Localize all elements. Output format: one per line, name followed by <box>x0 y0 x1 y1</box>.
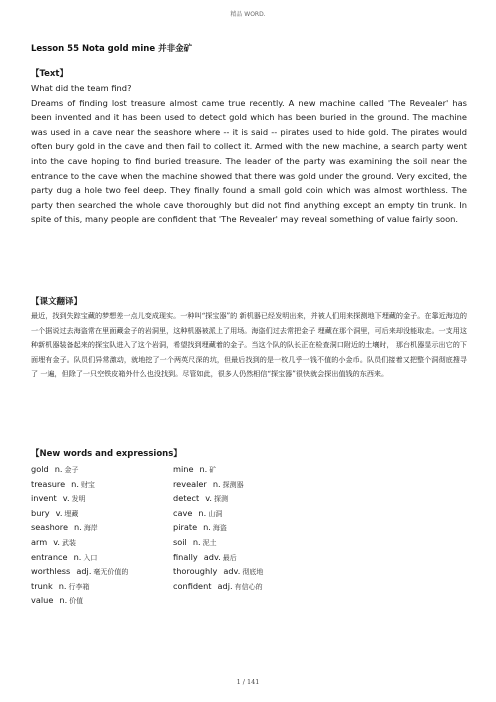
word-row <box>31 491 467 506</box>
part-of-speech: n. <box>203 522 211 533</box>
word-entry <box>31 535 173 550</box>
translation-heading: 【课文翻译】 <box>31 297 83 307</box>
word-row <box>31 477 467 492</box>
words-heading: 【New words and expressions】 <box>31 449 182 459</box>
part-of-speech: v. <box>55 507 63 518</box>
word-entry <box>31 506 173 521</box>
word-meaning: 埋藏 <box>64 509 79 518</box>
vocab-word: soil <box>173 536 187 547</box>
word-meaning: 最后 <box>222 553 237 562</box>
word-meaning: 泥土 <box>202 538 217 547</box>
word-row <box>31 579 467 594</box>
word-meaning: 山洞 <box>208 509 223 518</box>
vocab-word: detect <box>173 493 200 504</box>
word-row <box>31 564 467 579</box>
vocab-word: confident <box>173 580 212 591</box>
word-meaning: 价值 <box>69 597 84 606</box>
words-section <box>31 448 467 608</box>
word-entry <box>173 535 373 550</box>
word-meaning: 海盗 <box>212 524 227 533</box>
word-row <box>31 506 467 521</box>
word-entry <box>173 477 373 492</box>
word-entry <box>173 506 373 521</box>
word-entry <box>173 579 373 594</box>
translation-section <box>31 296 467 382</box>
part-of-speech: n. <box>59 595 68 606</box>
translation-paragraph: 最近，找到失踪宝藏的梦想差一点儿变成现实。一种叫“探宝器”的 新机器已经发明出来，并被人们用来探测地下埋藏的金子。在靠近海边的一个据说过去海盗常在里面藏金子的岩洞里，这种机器被派上了用场。海盗们过去常把金子 埋藏在那个洞里，可后来却没能取走。一支用这种新机器装备起来的探宝队进入了这个岩洞，希望找到埋藏着的金子。当这个队的队长正在检查洞口附近的土壤时， 那台机器显示出它的下面埋有金子。队员们异常激动，就地挖了一个两英尺深的坑，但最后找到的是一枚几乎一钱不值的小金币。队员们接着又把整个洞彻底搜寻了 一遍，但除了一只空铁皮箱外什么也没找到。尽管如此，很多人仍然相信“探宝器”很快就会探出值钱的东西来。 <box>31 311 467 379</box>
word-meaning: 有信心的 <box>234 582 263 591</box>
word-entry <box>173 550 373 565</box>
text-heading: 【Text】 <box>31 69 68 79</box>
word-entry <box>31 593 173 608</box>
word-entry <box>31 579 173 594</box>
vocab-word: cave <box>173 507 193 518</box>
vocab-word: thoroughly <box>173 566 218 577</box>
word-row <box>31 535 467 550</box>
text-paragraph: Dreams of finding lost treasure almost came true recently. A new machine called 'The Revealer' has been invented and it has been used to detect gold which has been buried in the ground. The machine was used in a cave near the seashore where -- it is said -- pirates used to hide gold. The pirates would often bury gold in the cave and then fail to collect it. Armed with the new machine, a search party went into the cave hoping to find buried treasure. The leader of the party was examining the soil near the entrance to the cave when the machine showed that there was gold under the ground. Very excited, the party dug a hole two feel deep. They finally found a small gold coin which was almost worthless. The party then searched the whole cave thoroughly but did not find anything except an empty tin trunk. In spite of this, many people are confident that 'The Revealer' may reveal something of value fairly soon. <box>31 97 467 225</box>
part-of-speech: adj. <box>217 580 233 591</box>
word-meaning: 行李箱 <box>68 582 90 591</box>
part-of-speech: n. <box>74 522 82 533</box>
page-number: 1 / 141 <box>236 678 260 686</box>
word-meaning: 金子 <box>64 466 79 474</box>
word-row <box>31 550 467 565</box>
vocab-word: invent <box>31 493 57 504</box>
word-entry <box>31 491 173 506</box>
vocab-word: pirate <box>173 522 198 533</box>
word-entry <box>31 550 173 565</box>
word-entry <box>31 520 173 535</box>
part-of-speech: v. <box>62 493 70 504</box>
part-of-speech: n. <box>199 464 208 474</box>
word-entry <box>173 564 373 579</box>
word-entry <box>173 520 373 535</box>
vocab-word: gold <box>31 464 49 474</box>
text-section <box>31 68 467 227</box>
word-entry <box>31 564 173 579</box>
vocab-word: revealer <box>173 478 207 489</box>
vocab-word: bury <box>31 507 50 518</box>
vocab-word: arm <box>31 536 48 547</box>
word-row <box>31 593 467 608</box>
word-meaning: 入口 <box>83 553 98 562</box>
word-list <box>31 462 467 608</box>
part-of-speech: n. <box>58 580 67 591</box>
text-question: What did the team find? <box>31 83 132 93</box>
vocab-word: trunk <box>31 580 53 591</box>
word-meaning: 探测器 <box>222 480 244 489</box>
word-row <box>31 462 467 477</box>
word-meaning: 海岸 <box>83 524 98 533</box>
part-of-speech: n. <box>192 536 201 547</box>
part-of-speech: adv. <box>203 551 221 562</box>
lesson-title: Lesson 55 Nota gold mine 并非金矿 <box>31 44 193 54</box>
word-meaning: 探测 <box>214 495 229 504</box>
word-meaning: 彻底地 <box>242 568 264 577</box>
part-of-speech: adv. <box>223 566 241 577</box>
part-of-speech: n. <box>198 507 207 518</box>
word-meaning: 毫无价值的 <box>93 568 129 577</box>
vocab-word: mine <box>173 464 194 474</box>
word-meaning: 财宝 <box>80 480 95 489</box>
vocab-word: seashore <box>31 522 69 533</box>
part-of-speech: n. <box>212 478 221 489</box>
vocab-word: finally <box>173 551 198 562</box>
page-header-watermark: 精品 WORD. <box>230 11 266 18</box>
word-meaning: 矿 <box>209 466 217 474</box>
word-meaning: 发明 <box>71 495 86 504</box>
vocab-word: worthless <box>31 566 71 577</box>
part-of-speech: n. <box>71 478 79 489</box>
part-of-speech: n. <box>54 464 63 474</box>
vocab-word: treasure <box>31 478 66 489</box>
part-of-speech: v. <box>205 493 213 504</box>
word-meaning: 武装 <box>62 538 77 547</box>
part-of-speech: adj. <box>76 566 92 577</box>
word-row <box>31 520 467 535</box>
part-of-speech: v. <box>53 536 61 547</box>
word-entry <box>31 462 173 477</box>
vocab-word: entrance <box>31 551 68 562</box>
vocab-word: value <box>31 595 54 606</box>
part-of-speech: n. <box>73 551 82 562</box>
word-entry <box>173 593 373 608</box>
word-entry <box>173 491 373 506</box>
word-entry <box>31 477 173 492</box>
word-entry <box>173 462 373 477</box>
